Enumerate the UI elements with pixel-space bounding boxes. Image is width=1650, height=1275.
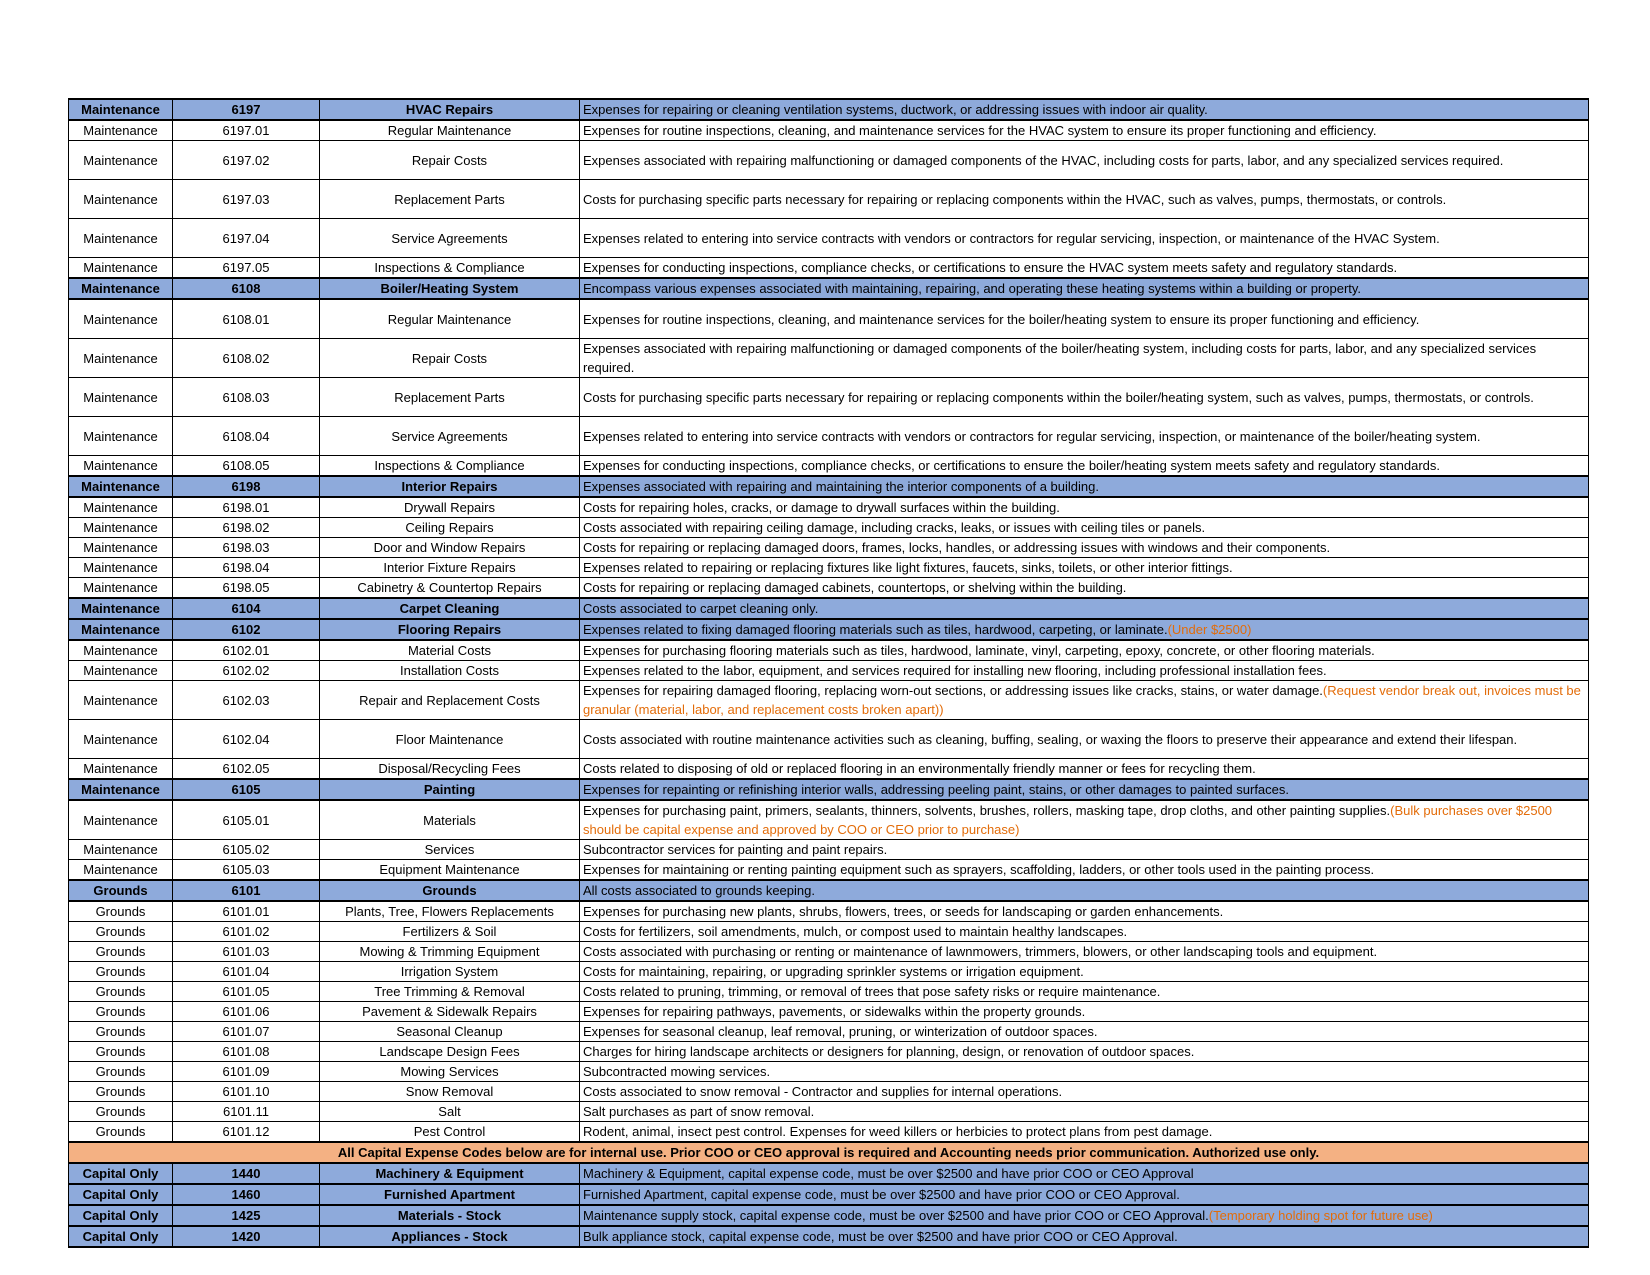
name-cell: Replacement Parts	[320, 180, 580, 219]
name-cell: Material Costs	[320, 640, 580, 661]
description-text: Expenses associated with repairing and maintaining the interior components of a building.	[583, 479, 1099, 494]
code-cell: 6198.01	[173, 497, 320, 518]
code-cell: 6102.04	[173, 720, 320, 759]
table-row	[69, 258, 1589, 279]
description-text: Expenses associated with repairing malfunctioning or damaged components of the boiler/heating system, including costs for parts, labor, and any specialized services required.	[583, 341, 1537, 375]
description-text: Costs for repairing holes, cracks, or damage to drywall surfaces within the building.	[583, 500, 1060, 515]
name-cell: Snow Removal	[320, 1082, 580, 1102]
category-cell: Maintenance	[69, 299, 173, 339]
code-cell: 6197.02	[173, 141, 320, 180]
description-cell	[580, 1062, 1589, 1082]
category-cell: Maintenance	[69, 640, 173, 661]
description-note: (Under $2500)	[1167, 622, 1252, 637]
description-text: Expenses for repainting or refinishing interior walls, addressing peeling paint, stains, or other damages to painted surfaces.	[583, 782, 1290, 797]
description-text: Bulk appliance stock, capital expense code, must be over $2500 and have prior COO or CEO Approval.	[583, 1229, 1178, 1244]
header-row	[69, 278, 1589, 299]
name-cell: Boiler/Heating System	[320, 278, 580, 299]
description-cell	[580, 840, 1589, 860]
description-cell	[580, 598, 1589, 619]
code-cell: 6108.01	[173, 299, 320, 339]
code-cell: 6197.03	[173, 180, 320, 219]
category-cell: Maintenance	[69, 779, 173, 800]
code-cell: 6108.02	[173, 339, 320, 378]
code-cell: 6104	[173, 598, 320, 619]
description-cell	[580, 1082, 1589, 1102]
description-text: Expenses for purchasing flooring materials such as tiles, hardwood, laminate, vinyl, carpeting, epoxy, concrete, or other flooring materials.	[583, 643, 1375, 658]
description-cell	[580, 378, 1589, 417]
category-cell: Maintenance	[69, 141, 173, 180]
table-row	[69, 1002, 1589, 1022]
name-cell: Repair and Replacement Costs	[320, 681, 580, 720]
code-cell: 6197.04	[173, 219, 320, 258]
code-cell: 6101.04	[173, 962, 320, 982]
code-cell: 6101.07	[173, 1022, 320, 1042]
table-row	[69, 661, 1589, 681]
code-cell: 6197.05	[173, 258, 320, 279]
description-cell	[580, 1002, 1589, 1022]
name-cell: Regular Maintenance	[320, 299, 580, 339]
code-cell: 6101.12	[173, 1122, 320, 1143]
description-cell	[580, 779, 1589, 800]
code-cell: 6102.05	[173, 759, 320, 780]
code-cell: 6102	[173, 619, 320, 640]
name-cell: Repair Costs	[320, 141, 580, 180]
description-text: Costs related to pruning, trimming, or removal of trees that pose safety risks or require maintenance.	[583, 984, 1161, 999]
table-row	[69, 922, 1589, 942]
name-cell: Ceiling Repairs	[320, 518, 580, 538]
description-note: (Request vendor break out, invoices must be granular (material, labor, and replacement costs broken apart))	[583, 683, 1581, 717]
header-row	[69, 619, 1589, 640]
table-row	[69, 942, 1589, 962]
category-cell: Maintenance	[69, 558, 173, 578]
category-cell: Capital Only	[69, 1184, 173, 1205]
name-cell: Materials	[320, 800, 580, 840]
name-cell: Pavement & Sidewalk Repairs	[320, 1002, 580, 1022]
capital-row	[69, 1205, 1589, 1226]
code-cell: 6108.03	[173, 378, 320, 417]
name-cell: Fertilizers & Soil	[320, 922, 580, 942]
description-cell	[580, 456, 1589, 477]
code-cell: 6101.06	[173, 1002, 320, 1022]
description-text: Expenses for conducting inspections, compliance checks, or certifications to ensure the HVAC system meets safety and regulatory standards.	[583, 260, 1398, 275]
description-text: Expenses related to fixing damaged flooring materials such as tiles, hardwood, carpeting, or laminate.	[583, 622, 1168, 637]
description-text: Furnished Apartment, capital expense code, must be over $2500 and have prior COO or CEO Approval.	[583, 1187, 1180, 1202]
description-cell	[580, 219, 1589, 258]
table-row	[69, 497, 1589, 518]
category-cell: Grounds	[69, 880, 173, 901]
header-row	[69, 476, 1589, 497]
category-cell: Maintenance	[69, 619, 173, 640]
description-text: Costs associated with repairing ceiling damage, including cracks, leaks, or issues with ceiling tiles or panels.	[583, 520, 1206, 535]
description-text: Charges for hiring landscape architects or designers for planning, design, or renovation of outdoor spaces.	[583, 1044, 1195, 1059]
description-cell	[580, 339, 1589, 378]
table-row	[69, 681, 1589, 720]
description-cell	[580, 476, 1589, 497]
table-row	[69, 558, 1589, 578]
header-row	[69, 598, 1589, 619]
description-cell	[580, 1042, 1589, 1062]
description-cell	[580, 720, 1589, 759]
category-cell: Grounds	[69, 962, 173, 982]
code-cell: 6108.04	[173, 417, 320, 456]
category-cell: Grounds	[69, 1062, 173, 1082]
description-text: Expenses for repairing damaged flooring, replacing worn-out sections, or addressing issues like cracks, stains, or water damage.	[583, 683, 1323, 698]
name-cell: Painting	[320, 779, 580, 800]
description-cell	[580, 258, 1589, 279]
description-cell	[580, 800, 1589, 840]
name-cell: HVAC Repairs	[320, 99, 580, 120]
description-text: Costs related to disposing of old or replaced flooring in an environmentally friendly manner or fees for recycling them.	[583, 761, 1256, 776]
table-row	[69, 1062, 1589, 1082]
description-text: Subcontractor services for painting and paint repairs.	[583, 842, 888, 857]
description-text: Costs for repairing or replacing damaged doors, frames, locks, handles, or addressing issues with windows and their components.	[583, 540, 1331, 555]
description-text: Costs for fertilizers, soil amendments, mulch, or compost used to maintain healthy landscapes.	[583, 924, 1128, 939]
header-row	[69, 880, 1589, 901]
category-cell: Maintenance	[69, 681, 173, 720]
description-text: Costs associated to snow removal - Contractor and supplies for internal operations.	[583, 1084, 1063, 1099]
capital-row	[69, 1184, 1589, 1205]
table-row	[69, 860, 1589, 881]
code-cell: 6197.01	[173, 120, 320, 141]
name-cell: Interior Repairs	[320, 476, 580, 497]
table-row	[69, 417, 1589, 456]
category-cell: Maintenance	[69, 538, 173, 558]
description-cell	[580, 180, 1589, 219]
table-row	[69, 720, 1589, 759]
category-cell: Maintenance	[69, 258, 173, 279]
description-cell	[580, 1163, 1589, 1184]
table-row	[69, 1042, 1589, 1062]
code-cell: 6105	[173, 779, 320, 800]
code-cell: 6102.01	[173, 640, 320, 661]
table-row	[69, 1022, 1589, 1042]
table-row	[69, 1102, 1589, 1122]
category-cell: Grounds	[69, 1042, 173, 1062]
category-cell: Maintenance	[69, 720, 173, 759]
capital-row	[69, 1163, 1589, 1184]
header-row	[69, 99, 1589, 120]
table-row	[69, 1082, 1589, 1102]
code-cell: 6101.02	[173, 922, 320, 942]
category-cell: Grounds	[69, 1022, 173, 1042]
description-cell	[580, 681, 1589, 720]
name-cell: Mowing & Trimming Equipment	[320, 942, 580, 962]
description-text: Machinery & Equipment, capital expense code, must be over $2500 and have prior COO or CEO Approval	[583, 1166, 1194, 1181]
category-cell: Maintenance	[69, 219, 173, 258]
category-cell: Maintenance	[69, 339, 173, 378]
category-cell: Capital Only	[69, 1205, 173, 1226]
table-row	[69, 120, 1589, 141]
description-cell	[580, 1122, 1589, 1143]
category-cell: Maintenance	[69, 120, 173, 141]
name-cell: Flooring Repairs	[320, 619, 580, 640]
table-row	[69, 299, 1589, 339]
name-cell: Furnished Apartment	[320, 1184, 580, 1205]
name-cell: Carpet Cleaning	[320, 598, 580, 619]
description-cell	[580, 661, 1589, 681]
category-cell: Maintenance	[69, 860, 173, 881]
code-cell: 6108	[173, 278, 320, 299]
name-cell: Service Agreements	[320, 219, 580, 258]
description-text: Costs for maintaining, repairing, or upgrading sprinkler systems or irrigation equipment.	[583, 964, 1084, 979]
name-cell: Installation Costs	[320, 661, 580, 681]
table-row	[69, 840, 1589, 860]
description-cell	[580, 759, 1589, 780]
header-row	[69, 779, 1589, 800]
description-cell	[580, 578, 1589, 599]
description-text: Expenses for purchasing new plants, shrubs, flowers, trees, or seeds for landscaping or garden enhancements.	[583, 904, 1224, 919]
category-cell: Maintenance	[69, 578, 173, 599]
description-text: Expenses for routine inspections, cleaning, and maintenance services for the boiler/heating system to ensure its proper functioning and efficiency.	[583, 311, 1420, 327]
table-row	[69, 640, 1589, 661]
category-cell: Maintenance	[69, 518, 173, 538]
code-cell: 6197	[173, 99, 320, 120]
name-cell: Disposal/Recycling Fees	[320, 759, 580, 780]
description-cell	[580, 538, 1589, 558]
code-cell: 6102.03	[173, 681, 320, 720]
description-text: Costs for purchasing specific parts necessary for repairing or replacing components within the HVAC, such as valves, pumps, thermostats, or controls.	[583, 191, 1447, 207]
description-cell	[580, 1102, 1589, 1122]
description-text: Expenses for purchasing paint, primers, sealants, thinners, solvents, brushes, rollers, masking tape, drop cloths, and other painting supplies.	[583, 803, 1391, 818]
name-cell: Floor Maintenance	[320, 720, 580, 759]
description-cell	[580, 962, 1589, 982]
description-cell	[580, 1226, 1589, 1247]
name-cell: Inspections & Compliance	[320, 258, 580, 279]
category-cell: Grounds	[69, 1122, 173, 1143]
code-cell: 6102.02	[173, 661, 320, 681]
code-cell: 6105.02	[173, 840, 320, 860]
name-cell: Seasonal Cleanup	[320, 1022, 580, 1042]
category-cell: Grounds	[69, 982, 173, 1002]
description-text: Expenses for conducting inspections, compliance checks, or certifications to ensure the boiler/heating system meets safety and regulatory standards.	[583, 458, 1441, 473]
code-cell: 6105.01	[173, 800, 320, 840]
name-cell: Inspections & Compliance	[320, 456, 580, 477]
category-cell: Maintenance	[69, 378, 173, 417]
category-cell: Grounds	[69, 901, 173, 922]
name-cell: Tree Trimming & Removal	[320, 982, 580, 1002]
description-text: Expenses for repairing or cleaning ventilation systems, ductwork, or addressing issues with indoor air quality.	[583, 102, 1208, 117]
name-cell: Irrigation System	[320, 962, 580, 982]
code-cell: 6101.08	[173, 1042, 320, 1062]
description-text: Expenses for maintaining or renting painting equipment such as sprayers, scaffolding, ladders, or other tools used in the painting process.	[583, 862, 1375, 877]
name-cell: Door and Window Repairs	[320, 538, 580, 558]
description-text: Rodent, animal, insect pest control. Expenses for weed killers or herbicies to protect plans from pest damage.	[583, 1124, 1213, 1139]
description-note: (Bulk purchases over $2500 should be capital expense and approved by COO or CEO prior to purchase)	[583, 803, 1553, 837]
code-cell: 6198.05	[173, 578, 320, 599]
description-cell	[580, 880, 1589, 901]
description-cell	[580, 120, 1589, 141]
name-cell: Cabinetry & Countertop Repairs	[320, 578, 580, 599]
category-cell: Maintenance	[69, 476, 173, 497]
name-cell: Landscape Design Fees	[320, 1042, 580, 1062]
category-cell: Grounds	[69, 1002, 173, 1022]
table-row	[69, 180, 1589, 219]
category-cell: Maintenance	[69, 180, 173, 219]
name-cell: Mowing Services	[320, 1062, 580, 1082]
expense-code-table	[68, 98, 1589, 1248]
capital-notice-row	[69, 1142, 1589, 1163]
name-cell: Regular Maintenance	[320, 120, 580, 141]
category-cell: Maintenance	[69, 598, 173, 619]
description-text: Costs associated with purchasing or renting or maintenance of lawnmowers, trimmers, blowers, or other landscaping tools and equipment.	[583, 944, 1378, 959]
name-cell: Salt	[320, 1102, 580, 1122]
name-cell: Grounds	[320, 880, 580, 901]
description-cell	[580, 299, 1589, 339]
description-cell	[580, 1205, 1589, 1226]
description-cell	[580, 141, 1589, 180]
description-text: Expenses related to the labor, equipment, and services required for installing new flooring, including professional installation fees.	[583, 663, 1327, 678]
table-row	[69, 1122, 1589, 1143]
table-row	[69, 982, 1589, 1002]
category-cell: Capital Only	[69, 1163, 173, 1184]
description-cell	[580, 1184, 1589, 1205]
description-cell	[580, 518, 1589, 538]
description-text: Expenses for repairing pathways, pavements, or sidewalks within the property grounds.	[583, 1004, 1086, 1019]
description-cell	[580, 99, 1589, 120]
description-text: Expenses for seasonal cleanup, leaf removal, pruning, or winterization of outdoor spaces.	[583, 1024, 1098, 1039]
name-cell: Interior Fixture Repairs	[320, 558, 580, 578]
category-cell: Maintenance	[69, 456, 173, 477]
description-cell	[580, 640, 1589, 661]
description-cell	[580, 417, 1589, 456]
expense-code-table-body	[69, 99, 1589, 1247]
name-cell: Drywall Repairs	[320, 497, 580, 518]
table-row	[69, 518, 1589, 538]
category-cell: Grounds	[69, 922, 173, 942]
code-cell: 6198	[173, 476, 320, 497]
code-cell: 1420	[173, 1226, 320, 1247]
code-cell: 1440	[173, 1163, 320, 1184]
description-text: Encompass various expenses associated with maintaining, repairing, and operating these heating systems within a building or property.	[583, 281, 1362, 296]
description-text: Expenses for routine inspections, cleaning, and maintenance services for the HVAC system to ensure its proper functioning and efficiency.	[583, 123, 1377, 138]
table-row	[69, 378, 1589, 417]
description-cell	[580, 860, 1589, 881]
category-cell: Grounds	[69, 1082, 173, 1102]
category-cell: Maintenance	[69, 661, 173, 681]
table-row	[69, 456, 1589, 477]
table-row	[69, 962, 1589, 982]
table-row	[69, 800, 1589, 840]
description-text: Costs for purchasing specific parts necessary for repairing or replacing components within the boiler/heating system, such as valves, pumps, thermostats, or controls.	[583, 389, 1534, 405]
description-text: Costs for repairing or replacing damaged cabinets, countertops, or shelving within the building.	[583, 580, 1127, 595]
name-cell: Services	[320, 840, 580, 860]
name-cell: Service Agreements	[320, 417, 580, 456]
name-cell: Equipment Maintenance	[320, 860, 580, 881]
name-cell: Pest Control	[320, 1122, 580, 1143]
code-cell: 6105.03	[173, 860, 320, 881]
category-cell: Maintenance	[69, 759, 173, 780]
capital-row	[69, 1226, 1589, 1247]
description-cell	[580, 922, 1589, 942]
description-cell	[580, 497, 1589, 518]
description-text: Costs associated to carpet cleaning only.	[583, 601, 819, 616]
description-cell	[580, 1022, 1589, 1042]
description-cell	[580, 619, 1589, 640]
table-row	[69, 219, 1589, 258]
name-cell: Replacement Parts	[320, 378, 580, 417]
table-row	[69, 901, 1589, 922]
description-text: Costs associated with routine maintenance activities such as cleaning, buffing, sealing, or waxing the floors to preserve their appearance and extend their lifespan.	[583, 731, 1518, 747]
category-cell: Maintenance	[69, 800, 173, 840]
name-cell: Machinery & Equipment	[320, 1163, 580, 1184]
description-cell	[580, 558, 1589, 578]
name-cell: Materials - Stock	[320, 1205, 580, 1226]
description-text: All costs associated to grounds keeping.	[583, 883, 815, 898]
capital-notice: All Capital Expense Codes below are for internal use. Prior COO or CEO approval is required and Accounting needs prior communication. Authorized use only.	[69, 1142, 1589, 1163]
table-row	[69, 578, 1589, 599]
description-text: Expenses associated with repairing malfunctioning or damaged components of the HVAC, including costs for parts, labor, and any specialized services required.	[583, 152, 1504, 168]
category-cell: Maintenance	[69, 278, 173, 299]
description-text: Maintenance supply stock, capital expense code, must be over $2500 and have prior COO or CEO Approval.	[583, 1208, 1209, 1223]
code-cell: 6101.10	[173, 1082, 320, 1102]
code-cell: 6101	[173, 880, 320, 901]
category-cell: Maintenance	[69, 840, 173, 860]
description-text: Subcontracted mowing services.	[583, 1064, 771, 1079]
category-cell: Grounds	[69, 942, 173, 962]
category-cell: Capital Only	[69, 1226, 173, 1247]
description-cell	[580, 942, 1589, 962]
code-cell: 6198.02	[173, 518, 320, 538]
description-text: Expenses related to entering into service contracts with vendors or contractors for regular servicing, inspection, or maintenance of the boiler/heating system.	[583, 428, 1481, 444]
code-cell: 6198.03	[173, 538, 320, 558]
category-cell: Maintenance	[69, 99, 173, 120]
code-cell: 1425	[173, 1205, 320, 1226]
description-cell	[580, 278, 1589, 299]
name-cell: Appliances - Stock	[320, 1226, 580, 1247]
name-cell: Plants, Tree, Flowers Replacements	[320, 901, 580, 922]
category-cell: Maintenance	[69, 417, 173, 456]
description-cell	[580, 901, 1589, 922]
name-cell: Repair Costs	[320, 339, 580, 378]
code-cell: 6101.01	[173, 901, 320, 922]
category-cell: Maintenance	[69, 497, 173, 518]
description-text: Salt purchases as part of snow removal.	[583, 1104, 815, 1119]
description-note: (Temporary holding spot for future use)	[1208, 1208, 1433, 1223]
description-cell	[580, 982, 1589, 1002]
table-row	[69, 339, 1589, 378]
code-cell: 6101.09	[173, 1062, 320, 1082]
code-cell: 6101.11	[173, 1102, 320, 1122]
category-cell: Grounds	[69, 1102, 173, 1122]
description-text: Expenses related to entering into service contracts with vendors or contractors for regular servicing, inspection, or maintenance of the HVAC System.	[583, 230, 1440, 246]
code-cell: 6101.03	[173, 942, 320, 962]
description-text: Expenses related to repairing or replacing fixtures like light fixtures, faucets, sinks, toilets, or other interior fittings.	[583, 560, 1233, 575]
table-row	[69, 759, 1589, 780]
table-row	[69, 538, 1589, 558]
code-cell: 6101.05	[173, 982, 320, 1002]
code-cell: 6108.05	[173, 456, 320, 477]
code-cell: 6198.04	[173, 558, 320, 578]
table-row	[69, 141, 1589, 180]
code-cell: 1460	[173, 1184, 320, 1205]
